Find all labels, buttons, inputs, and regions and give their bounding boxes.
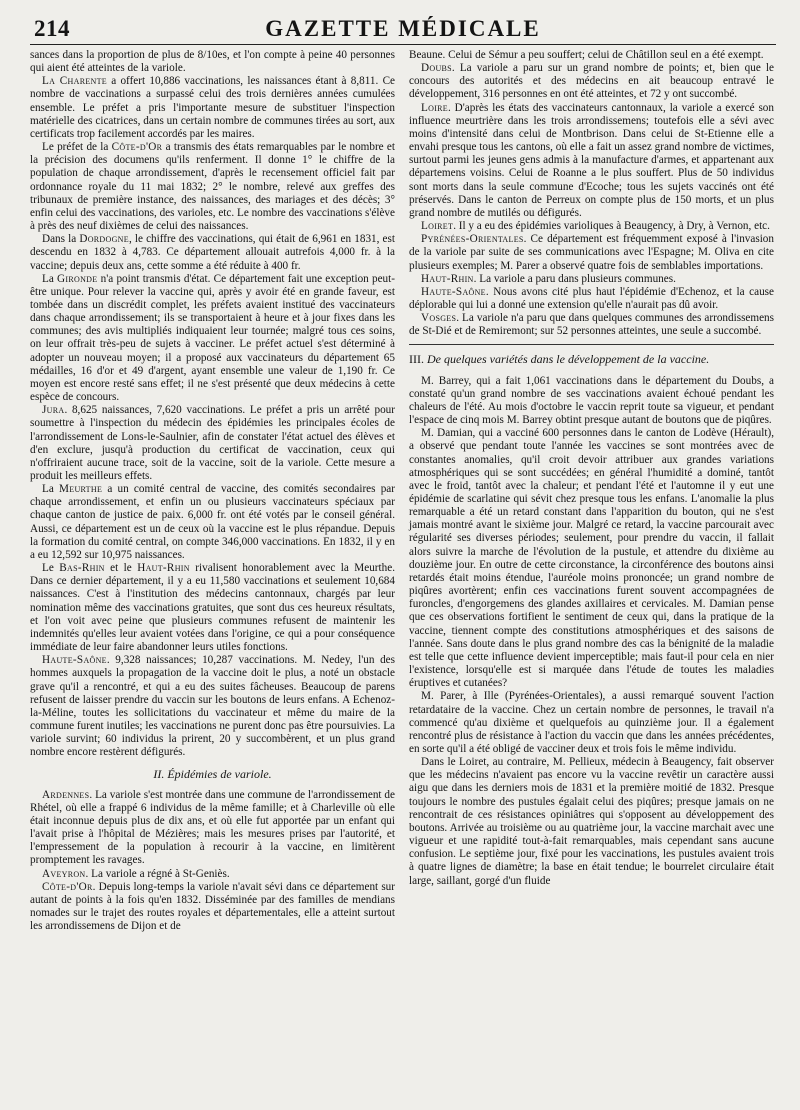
department-label: La Charente: [42, 75, 107, 88]
department-label: Côte-d'Or: [42, 880, 93, 893]
paragraph: Pyrénées-Orientales. Ce département est fréquemment exposé à l'invasion de la variole par suite de ses communications avec l'Espagne; M. Oliva en cite plusieurs exemples; M. Parer a observé quatre fois de semblables importations.: [409, 233, 774, 272]
paragraph: Loire. D'après les états des vaccinateurs cantonnaux, la variole a exercé son influence meurtrière dans les trois arrondissemens; toutefois elle a sévi avec moins d'intensité dans celui de Montbrison. Dans celui de St-Etienne elle a envahi presque tous les cantons, où elle a fait un assez grand nombre de victimes, surtout parmi les jeunes gens admis à la manufacture d'armes, et appartenant aux départemens voisins. Celui de Roanne a le plus souffert. Plus de 50 individus sont morts dans la seule commune d'Ecoche; tous les sujets vaccinés ont été préservés. Dans le canton de Perreux on compte plus de 150 morts, et un plus grand nombre de mutilés ou défigurés.: [409, 101, 774, 219]
department-label: Bas-Rhin: [59, 562, 105, 575]
department-label: Ardennes: [42, 788, 90, 801]
paragraph: La Gironde n'a point transmis d'état. Ce département fait une exception peut-être unique. Pour relever la vaccine qui, après y avoir été en grande faveur, est tombée dans un discrédit complet, les préfets avaient institué des vaccinateurs dans chaque arrondissement; ils se transportaient à heure et à jour fixes dans les communes; des avis multipliés indiquaient leur tournée; malgré tous ces soins, on leur offrait très-peu de sujets à vacciner. Le préfet actuel s'est déterminé à adopter un nouveau moyen; il a proposé aux vaccinateurs du département 65 médailles, 16 d'or et 49 d'argent, ayant ensemble une valeur de 1,190 fr. Ce moyen est encore resté sans effet; il ne s'est présenté que deux médecins à cette espèce de concours.: [30, 272, 395, 404]
section-heading: II. Épidémies de variole.: [153, 767, 272, 782]
department-label: Haute-Saône: [42, 654, 107, 667]
page-number: 214: [34, 16, 70, 41]
right-column: [409, 49, 774, 933]
department-label: Gironde: [57, 272, 98, 285]
paragraph: Le Bas-Rhin et le Haut-Rhin rivalisent honorablement avec la Meurthe. Dans ce dernier département, il y a eu 11,580 vaccinations et seulement 10,684 naissances. C'est à l'institution des médecins cantonnaux, chargés par leur nomination même des vaccinations gratuites, que sont dus ces heureux résultats, et l'on voit avec peine que plusieurs communes refusent de maintenir les indemnités qu'elles leur avaient votées dans l'origine, ce qui a pour conséquence immédiate de leur faire abandonner leurs utiles fonctions.: [30, 562, 395, 654]
page-header: [30, 14, 776, 45]
paragraph: M. Damian, qui a vacciné 600 personnes dans le canton de Lodève (Hérault), a observé que pendant toute l'année les vaccines se sont montrées avec de constantes anomalies, qu'il croit devoir attribuer aux grandes variations atmosphériques qui se sont succédées; en général l'humidité a dominé, tantôt avec le froid, tantôt avec la chaleur; et pendant l'été et l'automne il y eut une épidémie de scarlatine qui sévit chez presque tous les enfans. L'anomalie la plus remarquable a été un retard constant dans l'apparition du bouton, qui ne s'est jamais montré avant le sixième jour. Malgré ce retard, la vaccine parcourait avec régularité ses diverses périodes; seulement, pour prendre du vaccin, il fallait alors suivre la marche de l'évolution de la pustule, et attendre du dixième au douzième jour. En outre de cette circonstance, la circonférence des boutons ainsi retardés était moins étendue, l'auréole moins prononcée; un grand nombre de piqûres avortèrent; enfin ces vaccinations furent souvent accompagnées de furoncles, d'engorgemens des glandes axillaires et cervicales. M. Damian pense que ces observations fortifient le sentiment de ceux qui, dans la pratique de la vaccine, tiennent compte des constitutions atmosphériques et des saisons de l'année. Sans doute dans le plus grand nombre des cas la bénignité de la maladie est telle que cette influence devient imperceptible; mais faut-il pour cela en nier l'existence, lorsqu'elle est si marquée dans l'étude de toutes les maladies éruptives et cutanées?: [409, 427, 774, 690]
paragraph: La Meurthe a un comité central de vaccine, des comités secondaires par chaque arrondissement, et enfin un ou plusieurs vaccinateurs spéciaux par chaque canton de justice de paix. 6,000 fr. ont été votés par le conseil général. Aussi, ce département est un de ceux où la vaccine est le plus répandue. Depuis la formation du comité central, on compte 346,000 vaccinations. En 1832, il y en a eu 12,592 sur 10,975 naissances.: [30, 483, 395, 561]
paragraph: Doubs. La variole a paru sur un grand nombre de points; et, bien que le concours des autorités et des médecins en ait beaucoup entravé le développement, 316 personnes en ont été atteintes, et 72 y ont succombé.: [409, 62, 774, 101]
paragraph: Jura. 8,625 naissances, 7,620 vaccinations. Le préfet a pris un arrêté pour soumettre à l'inspection du médecin des épidémies les principales écoles de l'arrondissement de Lons-le-Saulnier, afin de constater l'état actuel des élèves et d'en exclure, jusqu'à production du certificat de vaccination, ceux qui n'offriraient aucune trace, soit de la vaccine, soit de la variole. Cette mesure a produit les meilleurs effets.: [30, 404, 395, 482]
paragraph: Dans la Dordogne, le chiffre des vaccinations, qui était de 6,961 en 1831, est descendu en 1832 à 4,783. Ce département allouait autrefois 4,000 fr. à la vaccine; depuis deux ans, cette somme a été réduite à 400 fr.: [30, 233, 395, 272]
department-label: Meurthe: [59, 483, 103, 496]
divider: [409, 344, 774, 345]
department-label: Jura: [42, 404, 65, 417]
paragraph: Ardennes. La variole s'est montrée dans une commune de l'arrondissement de Rhétel, où elle a frappé 6 individus de la même famille; et à Charleville où elle était inconnue depuis plus de dix ans, et où elle fut apportée par un enfant qui l'avait prise à l'hôpital de Mézières; mais les mesures prises par l'autorité, et l'empressement de la population à recourir à la vaccine, en limitèrent promptement les ravages.: [30, 788, 395, 867]
department-label: Pyrénées-Orientales: [421, 233, 524, 246]
paragraph: Beaune. Celui de Sémur a peu souffert; celui de Châtillon seul en a été exempt.: [409, 49, 764, 61]
paragraph: Côte-d'Or. Depuis long-temps la variole n'avait sévi dans ce département sur autant de points à la fois qu'en 1832. Disséminée par des familles de mendians nomades sur le trajet des routes royales et départementales, elle a atteint surtout les arrondissemens de Dijon et de: [30, 880, 395, 933]
paragraph: M. Barrey, qui a fait 1,061 vaccinations dans le département du Doubs, a constaté qu'un grand nombre de ses vaccinations avaient échoué pendant les chaleurs de l'été. Au mois d'octobre le vaccin reprit toute sa vigueur, et pendant l'espace de cinq mois M. Barrey obtint presque autant de boutons que de piqûres.: [409, 374, 774, 427]
department-label: Aveyron: [42, 867, 86, 880]
department-label: Haut-Rhin: [421, 272, 474, 285]
paragraph: M. Parer, à Ille (Pyrénées-Orientales), a aussi remarqué souvent l'action retardataire de la vaccine. Chez un certain nombre de personnes, le travail n'a commencé qu'au dixième et quelquefois au quinzième jour. Il a également rencontré plus de résistance à l'action du vaccin que dans les années précédentes, en sorte qu'il a été obligé de vacciner deux et trois fois le même individu.: [409, 690, 774, 755]
department-label: Loiret: [421, 220, 454, 233]
paragraph: Haut-Rhin. La variole a paru dans plusieurs communes.: [421, 272, 676, 285]
department-label: Dordogne: [79, 233, 129, 246]
left-column: [30, 49, 395, 933]
paragraph: sances dans la proportion de plus de 8/10es, et l'on compte à peine 40 personnes qui aient été atteintes de la variole.: [30, 49, 395, 75]
department-label: Loire: [421, 101, 448, 114]
paragraph: Le préfet de la Côte-d'Or a transmis des états remarquables par le nombre et la précision des documens qu'ils renferment. Il donne 1° le chiffre de la population de chaque arrondissement, d'après le recensement officiel fait par ordonnance royale du 11 mai 1832; 2° le nombre, relevé aux greffes des tribunaux de première instance, des naissances, des mariages et des décès; 3° enfin celui des vaccinations, des varioles, etc. Le nombre des vaccinations s'élève à près des neuf dixièmes de celui des naissances.: [30, 141, 395, 233]
department-label: Vosges: [421, 312, 457, 325]
text-columns: [30, 49, 776, 933]
department-label: Côte-d'Or: [111, 141, 163, 154]
paragraph: Haute-Saône. 9,328 naissances; 10,287 vaccinations. M. Nedey, l'un des hommes auxquels la propagation de la vaccine doit le plus, a noté un obstacle grave qu'il a rencontré, et qui a eu des suites fâcheuses. Beaucoup de parens refusent de laisser prendre du vaccin sur les boutons de leurs enfans. A Echenoz-la-Méline, toutes les sollicitations du vaccinateur et même du maire de la commune furent inutiles; les vaccinations ne purent donc pas être poursuivies. La variole survint; 60 individus la prirent, 20 y succombèrent, et un plus grand nombre encore restèrent défigurés.: [30, 654, 395, 759]
paragraph: Aveyron. La variole a régné à St-Geniès.: [42, 867, 230, 880]
paragraph: Haute-Saône. Nous avons cité plus haut l'épidémie d'Echenoz, et la cause déplorable qui lui a donné une extension qu'elle n'aurait pas dû avoir.: [409, 285, 774, 311]
paragraph: Vosges. La variole n'a paru que dans quelques communes des arrondissemens de St-Dié et de Remiremont; sur 52 personnes atteintes, une seule a succombé.: [409, 312, 774, 338]
department-label: Haute-Saône: [421, 285, 486, 298]
department-label: Haut-Rhin: [137, 562, 190, 575]
paragraph: La Charente a offert 10,886 vaccinations, les naissances étant à 8,811. Ce nombre de vaccinations a surpassé celui des trois dernières années cumulées ensemble. Le préfet a pris l'importante mesure de substituer l'inspection matérielle des cicatrices, dans un certain nombre de communes tirées au sort, aux certificats trop facilement accordés par les maires.: [30, 75, 396, 140]
journal-title: GAZETTE MÉDICALE: [265, 16, 541, 41]
department-label: Doubs: [421, 62, 452, 75]
section-heading: III. De quelques variétés dans le développement de la vaccine.: [409, 352, 710, 367]
paragraph: Dans le Loiret, au contraire, M. Pellieux, médecin à Beaugency, fait observer que les médecins n'avaient pas encore vu la vaccine revêtir un caractère aussi aigu que dans les derniers mois de 1831 et la première moitié de 1832. Presque toujours le nombre des pustules égalait celui des piqûres; presque jamais on ne rencontrait de ces résistances opiniâtres qui s'opposent au développement des boutons. Arrivée au troisième ou au quatrième jour, la vaccine marchait avec une vigueur et une rapidité tout-à-fait remarquables, mais cependant sans aucune confusion. Le septième jour, fixé pour les vaccinations, les pustules avaient trois à quatre lignes de diamètre; la base en était tendue; le bourrelet circulaire était large, saillant, gorgé d'un fluide: [409, 756, 774, 887]
paragraph: Loiret. Il y a eu des épidémies varioliques à Beaugency, à Dry, à Vernon, etc.: [421, 220, 770, 233]
